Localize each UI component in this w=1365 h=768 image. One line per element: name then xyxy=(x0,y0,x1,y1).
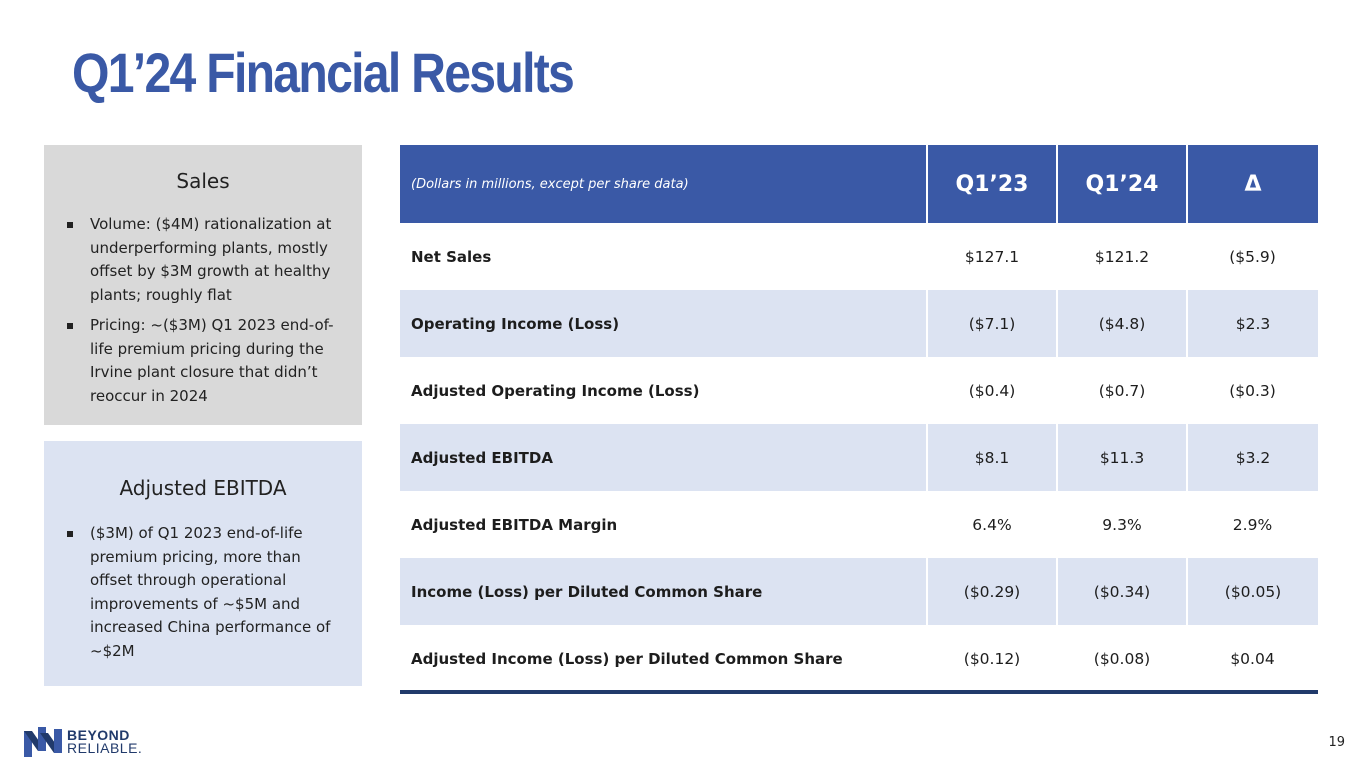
cell-q1-24: ($4.8) xyxy=(1057,290,1187,357)
adjusted-ebitda-panel xyxy=(44,441,362,686)
adjusted-ebitda-heading: Adjusted EBITDA xyxy=(119,476,287,500)
ebitda-bullet: ($3M) of Q1 2023 end-of-life premium pricing, more than offset through operational improvements of ~$5M and increased China performance of ~$2M xyxy=(66,522,340,663)
table-header-row xyxy=(400,145,1318,223)
cell-q1-24: 9.3% xyxy=(1102,515,1142,534)
table-row xyxy=(400,223,1318,290)
company-logo xyxy=(24,727,142,757)
cell-q1-24: ($0.08) xyxy=(1093,649,1151,668)
financial-results-table xyxy=(400,145,1318,692)
column-header-delta: Δ xyxy=(1187,145,1318,223)
table-row xyxy=(400,625,1318,692)
row-label: Adjusted EBITDA xyxy=(411,448,553,467)
cell-delta: ($0.3) xyxy=(1229,381,1276,400)
row-label: Adjusted EBITDA Margin xyxy=(411,515,618,534)
logo-wordmark-line1: BEYOND xyxy=(67,727,130,743)
page-number: 19 xyxy=(1328,735,1345,750)
table-row xyxy=(400,290,1318,357)
logo-wordmark-line2: RELIABLE. xyxy=(67,740,143,756)
column-header-q1-24: Q1’24 xyxy=(1057,145,1187,223)
table-row xyxy=(400,491,1318,558)
cell-q1-24: $121.2 xyxy=(1094,247,1150,266)
beyond-reliable-logo-mark-icon xyxy=(24,727,62,757)
row-label: Operating Income (Loss) xyxy=(411,314,620,333)
row-label: Income (Loss) per Diluted Common Share xyxy=(411,582,763,601)
cell-q1-23: ($0.29) xyxy=(927,558,1057,625)
sales-bullet-pricing: Pricing: ~($3M) Q1 2023 end-of-life premium pricing during the Irvine plant closure that didn’t reoccur in 2024 xyxy=(66,314,340,408)
cell-delta: $0.04 xyxy=(1230,649,1275,668)
cell-q1-24: $11.3 xyxy=(1057,424,1187,491)
cell-delta: ($5.9) xyxy=(1229,247,1276,266)
table-row xyxy=(400,424,1318,491)
cell-q1-23: ($0.4) xyxy=(968,381,1016,400)
table-row xyxy=(400,357,1318,424)
table-bottom-rule xyxy=(400,690,1318,694)
cell-delta: $2.3 xyxy=(1187,290,1318,357)
cell-q1-24: ($0.7) xyxy=(1098,381,1146,400)
sales-heading: Sales xyxy=(176,169,230,193)
table-units-note: (Dollars in millions, except per share data) xyxy=(411,176,689,192)
sales-panel xyxy=(44,145,362,425)
column-header-q1-23: Q1’23 xyxy=(927,145,1057,223)
row-label: Net Sales xyxy=(411,247,492,266)
row-label: Adjusted Operating Income (Loss) xyxy=(411,381,700,400)
cell-q1-23: 6.4% xyxy=(972,515,1012,534)
cell-q1-23: $8.1 xyxy=(927,424,1057,491)
table-row xyxy=(400,558,1318,625)
cell-delta: $3.2 xyxy=(1187,424,1318,491)
sales-bullet-volume: Volume: ($4M) rationalization at underperforming plants, mostly offset by $3M growth at healthy plants; roughly flat xyxy=(66,213,340,307)
cell-delta: ($0.05) xyxy=(1187,558,1318,625)
cell-q1-23: ($7.1) xyxy=(927,290,1057,357)
cell-delta: 2.9% xyxy=(1232,515,1273,534)
slide-title: Q1’24 Financial Results xyxy=(72,41,574,104)
row-label: Adjusted Income (Loss) per Diluted Common Share xyxy=(411,649,843,668)
sales-bullet-list xyxy=(66,213,340,408)
cell-q1-23: ($0.12) xyxy=(963,649,1021,668)
cell-q1-23: $127.1 xyxy=(964,247,1020,266)
cell-q1-24: ($0.34) xyxy=(1057,558,1187,625)
ebitda-bullet-list xyxy=(66,522,340,663)
